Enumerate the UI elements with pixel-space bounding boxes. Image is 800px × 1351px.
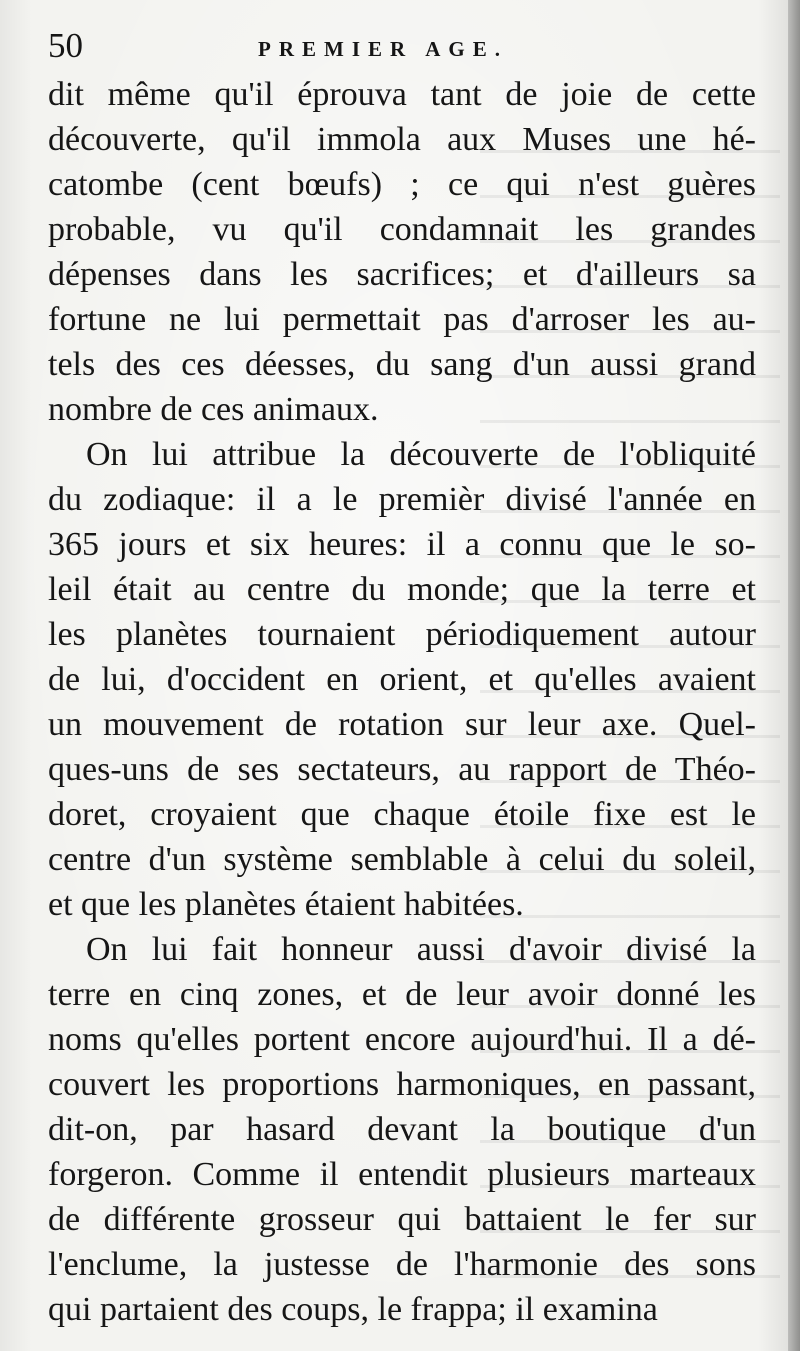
text-line: On lui fait honneur aussi d'avoir divisé la (86, 931, 756, 968)
paragraph (48, 927, 756, 1332)
text-line: catombe (cent bœufs) ; ce qui n'est guères (48, 166, 756, 203)
text-line: dit-on, par hasard devant la boutique d'un (48, 1111, 756, 1148)
text-line: qui partaient des coups, le frappa; il examina (48, 1291, 658, 1328)
text-line: nombre de ces animaux. (48, 391, 379, 428)
text-line: de lui, d'occident en orient, et qu'elles avaient (48, 661, 756, 698)
text-line: découverte, qu'il immola aux Muses une hé- (48, 121, 756, 158)
text-line: ques-uns de ses sectateurs, au rapport de Théo- (48, 751, 756, 788)
text-line: tels des ces déesses, du sang d'un aussi grand (48, 346, 756, 383)
text-line: noms qu'elles portent encore aujourd'hui. Il a dé- (48, 1021, 756, 1058)
text-line: doret, croyaient que chaque étoile fixe est le (48, 796, 756, 833)
text-line: du zodiaque: il a le premièr divisé l'année en (48, 481, 756, 518)
text-line: leil était au centre du monde; que la terre et (48, 571, 756, 608)
running-head: PREMIER AGE. (258, 37, 509, 61)
text-line: de différente grosseur qui battaient le fer sur (48, 1201, 756, 1238)
text-line: probable, vu qu'il condamnait les grandes (48, 211, 756, 248)
page-edge-shadow (788, 0, 800, 1351)
text-line: On lui attribue la découverte de l'obliquité (86, 436, 756, 473)
text-line: 365 jours et six heures: il a connu que le so- (48, 526, 756, 563)
paragraph (48, 72, 756, 432)
text-line: fortune ne lui permettait pas d'arroser les au- (48, 301, 756, 338)
text-line: les planètes tournaient périodiquement autour (48, 616, 756, 653)
page-number: 50 (48, 26, 83, 65)
paragraph (48, 432, 756, 927)
text-line: centre d'un système semblable à celui du soleil, (48, 841, 756, 878)
text-line: dépenses dans les sacrifices; et d'ailleurs sa (48, 256, 756, 293)
text-line: un mouvement de rotation sur leur axe. Quel- (48, 706, 756, 743)
text-line: forgeron. Comme il entendit plusieurs marteaux (48, 1156, 756, 1193)
text-line: et que les planètes étaient habitées. (48, 886, 524, 923)
text-line: l'enclume, la justesse de l'harmonie des sons (48, 1246, 756, 1283)
text-line: terre en cinq zones, et de leur avoir donné les (48, 976, 756, 1013)
body-text (48, 72, 756, 1332)
text-line: couvert les proportions harmoniques, en passant, (48, 1066, 756, 1103)
page-header (48, 26, 748, 76)
text-line: dit même qu'il éprouva tant de joie de cette (48, 76, 756, 113)
